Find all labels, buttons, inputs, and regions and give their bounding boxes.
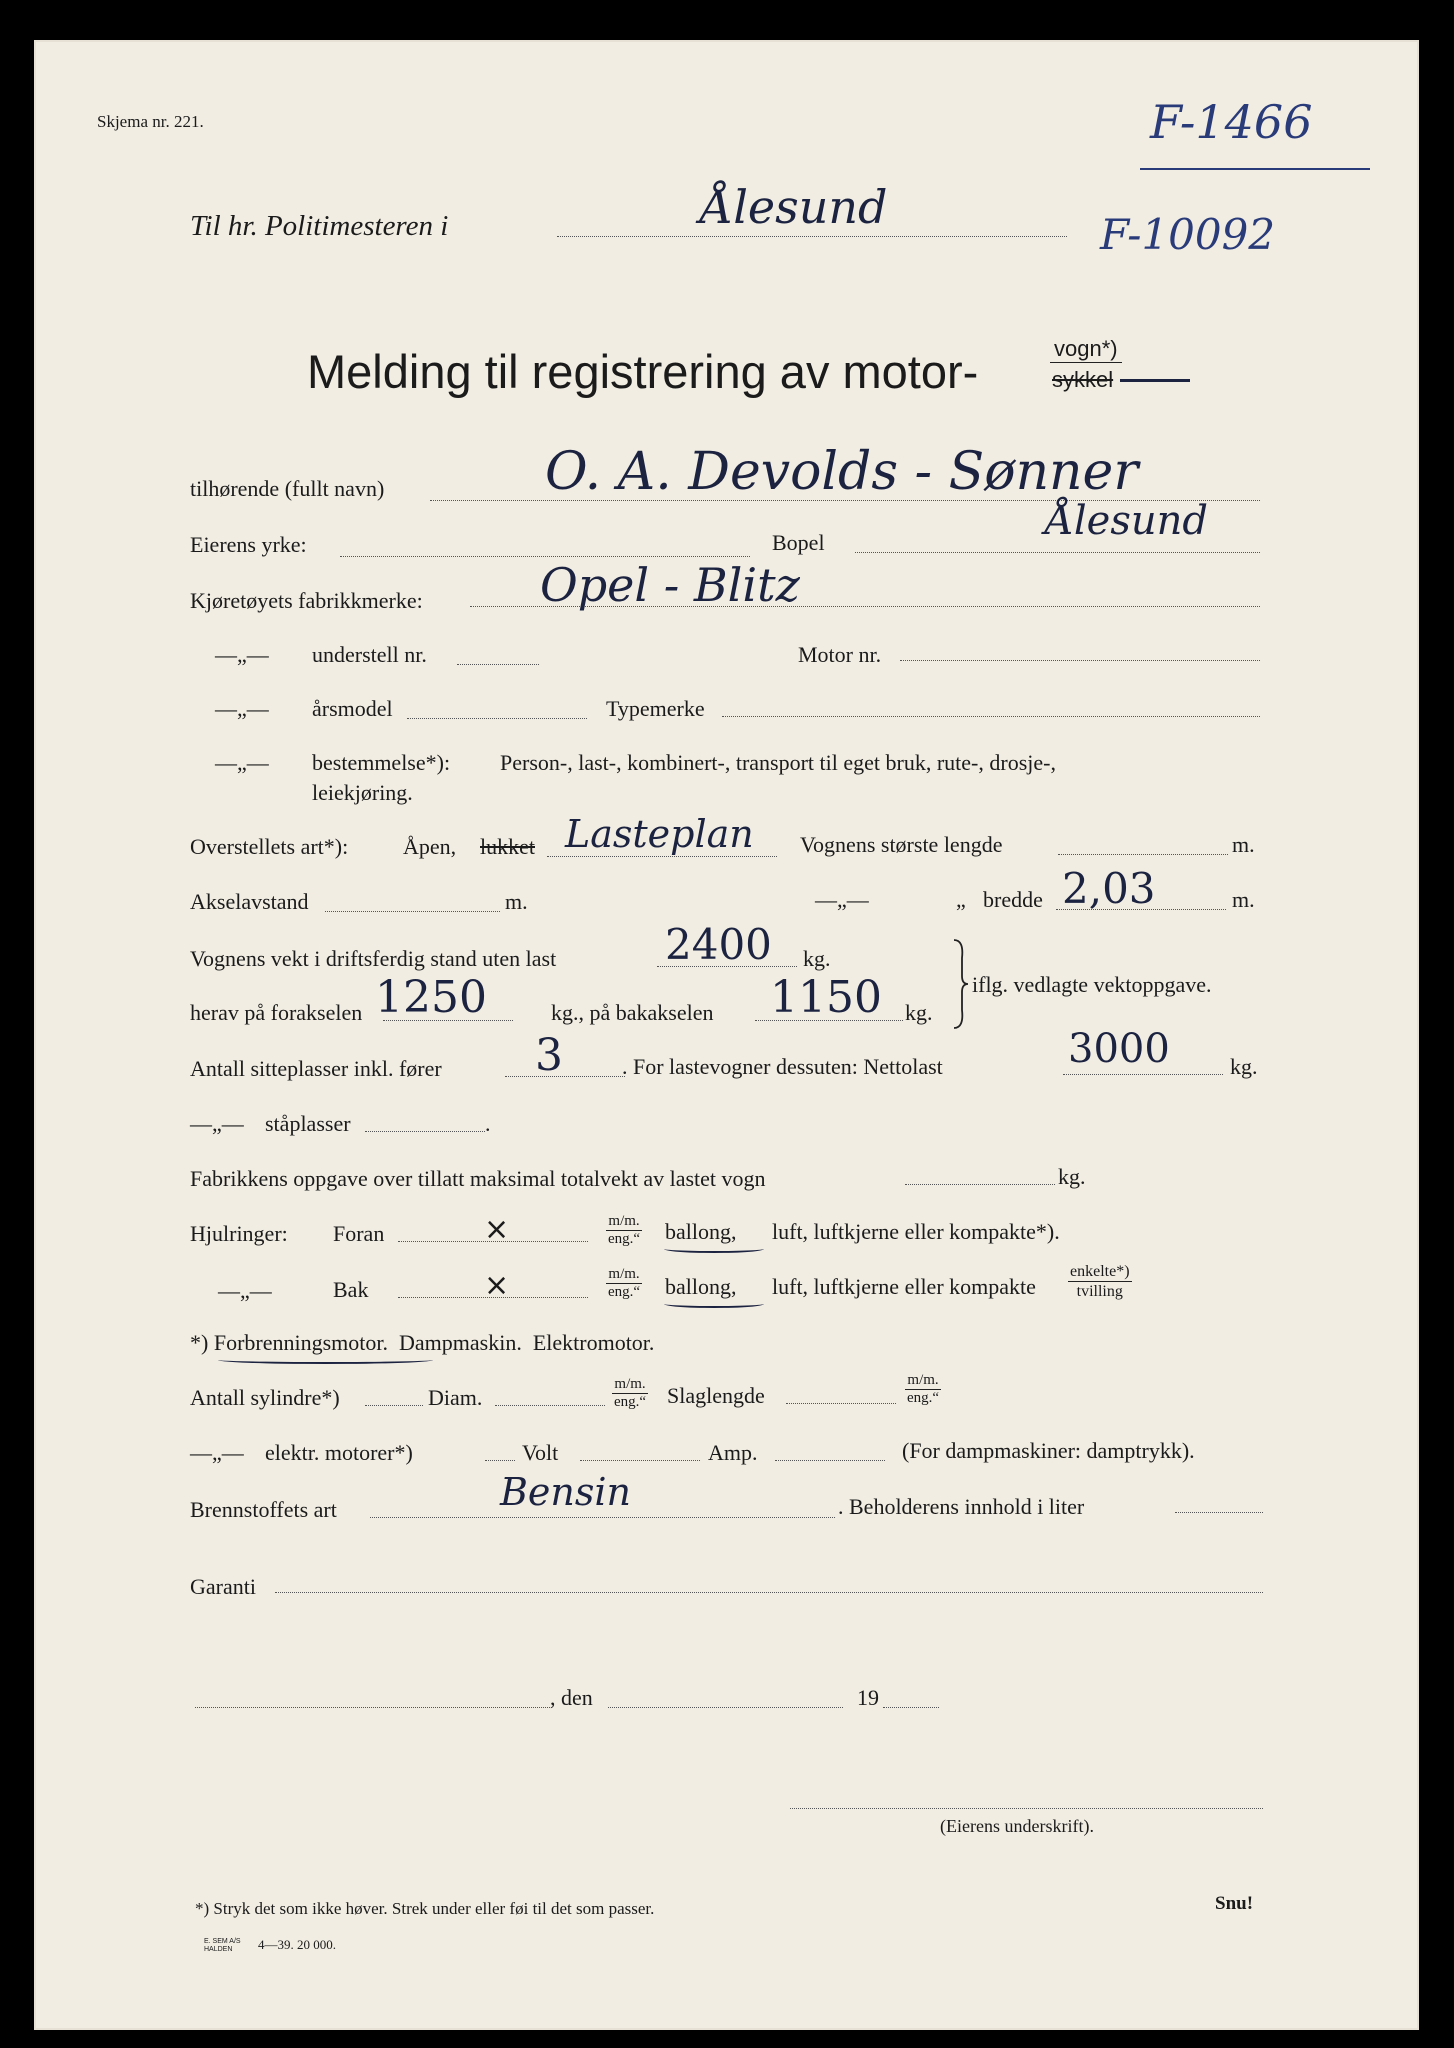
registration-code-top: F-1466 xyxy=(1150,95,1313,149)
diam-label: Diam. xyxy=(428,1385,483,1410)
addressee-value: Ålesund xyxy=(700,180,888,234)
schema-number: Skjema nr. 221. xyxy=(97,112,204,131)
truck-label: . For lastevogner dessuten: Nettolast xyxy=(622,1054,943,1079)
residence-label: Bopel xyxy=(772,530,825,555)
printer-mark xyxy=(204,1938,241,1954)
guarantee-label: Garanti xyxy=(190,1574,256,1599)
net-load-value: 3000 xyxy=(1068,1026,1170,1072)
type-line xyxy=(722,716,1260,717)
body-line xyxy=(547,856,777,857)
place-line xyxy=(195,1707,550,1708)
unit-eng: eng.“ xyxy=(614,1394,647,1410)
unit-mm: m/m. xyxy=(612,1376,648,1394)
weight-note: iflg. vedlagte vektoppgave. xyxy=(972,972,1212,997)
standing-label: ståplasser xyxy=(265,1111,351,1136)
wheelbase-line xyxy=(325,911,500,912)
guarantee-line xyxy=(275,1592,1263,1593)
single: enkelte*) xyxy=(1070,1263,1130,1280)
body-label: Overstellets art*): xyxy=(190,834,349,859)
unit-eng: eng.“ xyxy=(608,1231,641,1247)
front-axle-value: 1250 xyxy=(375,972,487,1023)
times-icon: × xyxy=(484,1268,510,1303)
length-label: Vognens største lengde xyxy=(800,832,1003,857)
standing-line xyxy=(365,1131,485,1132)
unit-eng: eng.“ xyxy=(608,1284,641,1300)
purpose-label: bestemmelse*): xyxy=(312,750,451,775)
asterisk: *) xyxy=(190,1330,209,1355)
fuel-value: Bensin xyxy=(500,1470,632,1514)
title-option-sykkel: sykkel xyxy=(1052,367,1114,392)
unit-mm: m/m. xyxy=(606,1213,642,1231)
amp-label: Amp. xyxy=(708,1440,758,1465)
ditto-mark: —„— xyxy=(215,696,269,721)
body-closed: lukket xyxy=(480,834,535,859)
ditto-mark: —„— xyxy=(215,642,269,667)
purpose-text: Person-, last-, kombinert-, transport til eget bruk, rute-, drosje-, xyxy=(500,750,1056,775)
unit-kg: kg. xyxy=(803,946,831,971)
date-den: , den xyxy=(550,1685,593,1710)
unit-kg: kg. xyxy=(905,1000,933,1025)
engine-electric: Elektromotor. xyxy=(532,1330,655,1355)
registration-code-bottom: F-10092 xyxy=(1100,210,1276,259)
rear-axle-label: kg., på bakakselen xyxy=(551,1000,714,1025)
fuel-label: Brennstoffets art xyxy=(190,1497,337,1522)
date-line xyxy=(608,1707,843,1708)
chassis-line xyxy=(457,664,539,665)
year-line xyxy=(407,718,587,719)
seats-label: Antall sitteplasser inkl. fører xyxy=(190,1056,442,1081)
printer-city: HALDEN xyxy=(204,1946,233,1953)
unit-kg: kg. xyxy=(1058,1164,1086,1189)
residence-value: Ålesund xyxy=(1045,498,1209,544)
ditto-mark: „ xyxy=(956,887,966,912)
unit-mm: m/m. xyxy=(905,1372,941,1390)
occupation-label: Eierens yrke: xyxy=(190,532,307,557)
tire-type-rear: luft, luftkjerne eller kompakte xyxy=(772,1274,1036,1299)
tank-line xyxy=(1175,1512,1263,1513)
fuel-line xyxy=(370,1517,835,1518)
tank-label: . Beholderens innhold i liter xyxy=(838,1494,1085,1519)
form-title: Melding til registrering av motor- xyxy=(307,345,979,398)
seats-line xyxy=(505,1076,625,1077)
length-line xyxy=(1058,854,1228,855)
ditto-mark: —„— xyxy=(190,1111,244,1136)
cylinders-line xyxy=(365,1405,423,1406)
width-value: 2,03 xyxy=(1062,864,1156,913)
turn-over: Snu! xyxy=(1215,1893,1254,1914)
make-label: Kjøretøyets fabrikkmerke: xyxy=(190,588,423,613)
tire-unit xyxy=(606,1266,642,1301)
tire-type-front: luft, luftkjerne eller kompakte*). xyxy=(772,1219,1060,1244)
tire-unit xyxy=(606,1213,642,1248)
max-weight-line xyxy=(905,1184,1055,1185)
rear-axle-value: 1150 xyxy=(770,972,882,1023)
net-load-line xyxy=(1063,1074,1223,1075)
purpose-text-cont: leiekjøring. xyxy=(312,780,413,805)
steam-note: (For dampmaskiner: damptrykk). xyxy=(902,1438,1195,1463)
underline-mark xyxy=(664,1245,764,1253)
seats-value: 3 xyxy=(535,1030,563,1081)
year-suffix-line xyxy=(883,1707,939,1708)
volt-label: Volt xyxy=(522,1440,559,1465)
electric-motors-label: elektr. motorer*) xyxy=(265,1440,413,1465)
times-icon: × xyxy=(484,1212,510,1247)
balloon-rear: ballong, xyxy=(665,1274,737,1299)
unit-m: m. xyxy=(1232,832,1255,857)
brace-icon xyxy=(950,938,970,1030)
twin: tvilling xyxy=(1076,1283,1123,1300)
motor-line xyxy=(900,660,1260,661)
diam-unit xyxy=(612,1376,648,1411)
residence-line xyxy=(855,552,1260,553)
code-separator-line xyxy=(1140,168,1370,170)
volt-line xyxy=(580,1460,700,1461)
signature-label: (Eierens underskrift). xyxy=(940,1816,1094,1836)
underline-mark xyxy=(218,1356,433,1364)
body-open: Åpen, xyxy=(403,834,457,859)
ditto-mark: —„— xyxy=(190,1440,244,1465)
chassis-label: understell nr. xyxy=(312,642,427,667)
body-value: Lasteplan xyxy=(565,812,754,856)
engine-combustion: Forbrenningsmotor. xyxy=(213,1330,388,1355)
make-value: Opel - Blitz xyxy=(540,558,800,612)
unit-kg: kg. xyxy=(1230,1054,1258,1079)
ditto-mark: —„— xyxy=(215,750,269,775)
weight-value: 2400 xyxy=(665,920,772,969)
stroke-label: Slaglengde xyxy=(667,1383,765,1408)
strike-mark xyxy=(1120,379,1190,382)
motor-label: Motor nr. xyxy=(798,642,882,667)
signature-line xyxy=(790,1808,1263,1809)
unit-m: m. xyxy=(505,889,528,914)
owner-value: O. A. Devolds - Sønner xyxy=(545,442,1139,502)
period: . xyxy=(485,1111,491,1136)
max-weight-label: Fabrikkens oppgave over tillatt maksimal totalvekt av lastet vogn xyxy=(190,1166,766,1191)
date-19: 19 xyxy=(857,1685,879,1710)
diam-line xyxy=(495,1405,605,1406)
unit-mm: m/m. xyxy=(606,1266,642,1284)
balloon-front: ballong, xyxy=(665,1219,737,1244)
front-tires-label: Foran xyxy=(333,1221,385,1246)
engine-steam: Dampmaskin. xyxy=(399,1330,522,1355)
electric-motors-line xyxy=(485,1460,515,1461)
tires-label: Hjulringer: xyxy=(190,1221,288,1246)
printer-name: E. SEM A/S xyxy=(204,1938,241,1945)
owner-label: tilhørende (fullt navn) xyxy=(190,476,385,501)
wheelbase-label: Akselavstand xyxy=(190,889,309,914)
print-run: 4—39. 20 000. xyxy=(258,1937,336,1952)
engine-note xyxy=(190,1330,654,1356)
unit-eng: eng.“ xyxy=(907,1390,940,1406)
stroke-unit xyxy=(905,1372,941,1407)
unit-m: m. xyxy=(1232,887,1255,912)
addressee-label: Til hr. Politimesteren i xyxy=(190,210,449,242)
year-label: årsmodel xyxy=(312,696,393,721)
occupation-line xyxy=(340,556,750,557)
front-axle-label: herav på forakselen xyxy=(190,1000,363,1025)
type-label: Typemerke xyxy=(606,696,705,721)
single-twin xyxy=(1068,1262,1132,1301)
cylinders-label: Antall sylindre*) xyxy=(190,1385,340,1410)
addressee-line xyxy=(557,236,1067,237)
form-sheet xyxy=(34,40,1419,2030)
title-option-vogn: vogn*) xyxy=(1050,336,1122,363)
rear-tires-label: Bak xyxy=(333,1277,369,1302)
stroke-line xyxy=(786,1403,896,1404)
ditto-mark: —„— xyxy=(218,1278,272,1303)
underline-mark xyxy=(664,1300,764,1308)
footer-note: *) Stryk det som ikke høver. Strek under eller føi til det som passer. xyxy=(195,1899,655,1918)
ditto-mark: —„— xyxy=(815,887,869,912)
weight-label: Vognens vekt i driftsferdig stand uten last xyxy=(190,946,557,971)
amp-line xyxy=(775,1460,885,1461)
width-label: bredde xyxy=(983,887,1043,912)
